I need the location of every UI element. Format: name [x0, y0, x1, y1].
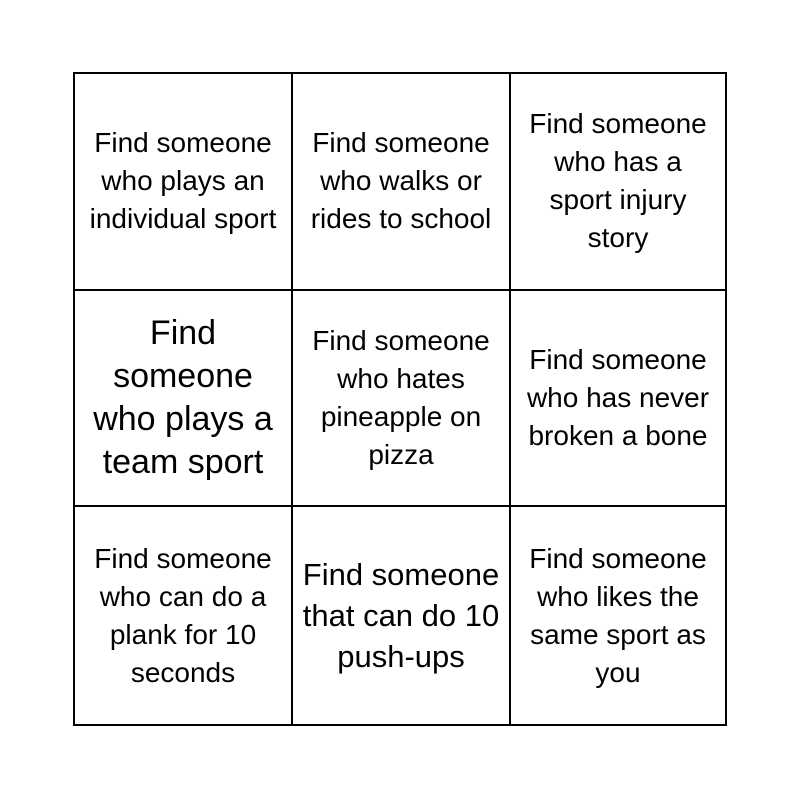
bingo-cell-text: Find someone who hates pineapple on pizza	[312, 324, 490, 470]
bingo-cell-team-sport[interactable]	[75, 291, 293, 508]
bingo-cell-text: Find someone who likes the same sport as you	[529, 542, 707, 688]
bingo-cell-push-ups[interactable]	[293, 507, 511, 724]
bingo-board	[73, 72, 727, 726]
bingo-cell-sport-injury[interactable]	[511, 74, 725, 291]
bingo-cell-text: Find someone who can do a plank for 10 seconds	[94, 542, 272, 688]
bingo-cell-text: Find someone who walks or rides to school	[310, 127, 492, 235]
bingo-cell-same-sport[interactable]	[511, 507, 725, 724]
bingo-cell-walks-or-rides[interactable]	[293, 74, 511, 291]
bingo-cell-individual-sport[interactable]	[75, 74, 293, 291]
bingo-cell-text: Find someone who has a sport injury story	[529, 108, 707, 254]
bingo-cell-text: Find someone who plays an individual sport	[89, 127, 277, 235]
bingo-cell-text: Find someone that can do 10 push-ups	[302, 557, 500, 675]
bingo-cell-text: Find someone who plays a team sport	[93, 313, 273, 481]
bingo-cell-pineapple-pizza[interactable]	[293, 291, 511, 508]
bingo-cell-never-broken-bone[interactable]	[511, 291, 725, 508]
bingo-cell-text: Find someone who has never broken a bone	[526, 343, 710, 451]
bingo-cell-plank[interactable]	[75, 507, 293, 724]
